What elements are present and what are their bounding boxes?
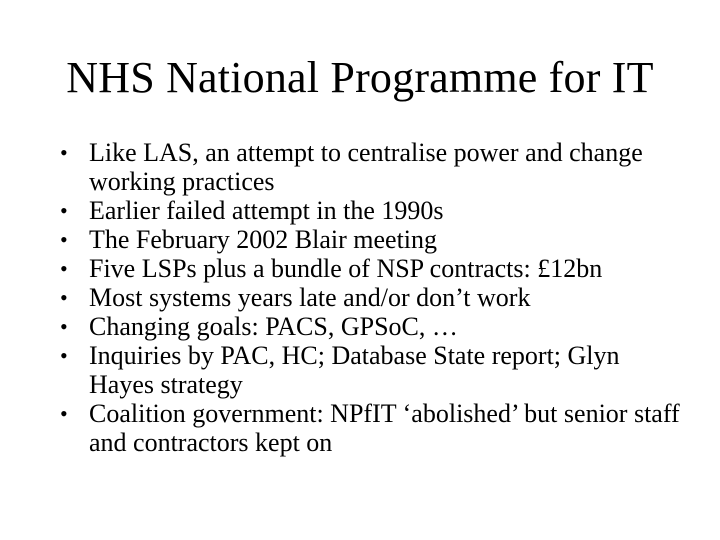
bullet-icon: • — [60, 343, 68, 368]
bullet-icon: • — [60, 198, 68, 223]
bullet-item — [60, 138, 680, 196]
bullet-item — [60, 254, 680, 283]
bullet-item — [60, 399, 680, 457]
bullet-icon: • — [60, 285, 68, 310]
bullet-item — [60, 225, 680, 254]
bullet-item — [60, 312, 680, 341]
bullet-icon: • — [60, 314, 68, 339]
bullet-icon: • — [60, 401, 68, 426]
bullet-text: Like LAS, an attempt to centralise power and change working practices — [89, 138, 643, 196]
bullet-item — [60, 341, 680, 399]
slide-title: NHS National Programme for IT — [66, 53, 654, 102]
bullet-text: Coalition government: NPfIT ‘abolished’ but senior staff and contractors kept on — [89, 399, 680, 457]
bullet-text: Five LSPs plus a bundle of NSP contracts: £12bn — [89, 254, 603, 283]
bullet-icon: • — [60, 256, 68, 281]
bullet-text: Changing goals: PACS, GPSoC, … — [89, 312, 458, 341]
bullet-item — [60, 196, 680, 225]
bullet-text: Most systems years late and/or don’t work — [89, 283, 531, 312]
bullet-text: The February 2002 Blair meeting — [89, 225, 438, 254]
bullet-icon: • — [60, 140, 68, 165]
bullet-text: Earlier failed attempt in the 1990s — [89, 196, 444, 225]
bullet-text: Inquiries by PAC, HC; Database State report; Glyn Hayes strategy — [89, 341, 620, 399]
bullet-item — [60, 283, 680, 312]
bullet-list — [60, 138, 680, 457]
bullet-icon: • — [60, 227, 68, 252]
